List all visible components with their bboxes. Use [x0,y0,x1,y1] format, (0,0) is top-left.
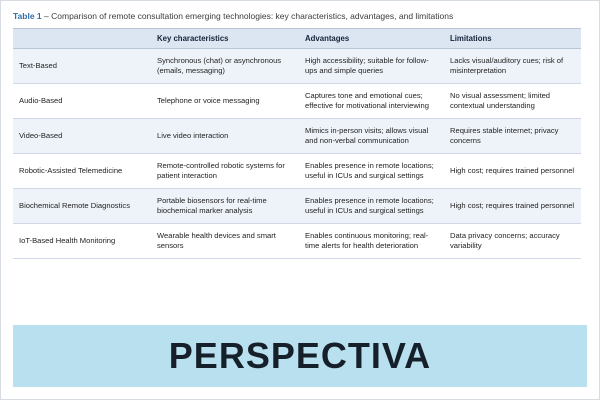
table-row [13,189,581,224]
table-row [13,84,581,119]
table-row [13,119,581,154]
cell-characteristics: Telephone or voice messaging [151,84,299,119]
cell-advantages: Captures tone and emotional cues; effective for motivational interviewing [299,84,444,119]
column-header-limitations: Limitations [444,29,581,49]
banner-title: PERSPECTIVA [168,335,432,376]
column-header-key-characteristics: Key characteristics [151,29,299,49]
cell-limitations: High cost; requires trained personnel [444,189,581,224]
cell-technology: Robotic-Assisted Telemedicine [13,154,151,189]
cell-limitations: Lacks visual/auditory cues; risk of misinterpretation [444,49,581,84]
cell-characteristics: Live video interaction [151,119,299,154]
table-caption-label: Table 1 [13,11,42,21]
cell-technology: Text-Based [13,49,151,84]
cell-technology: Biochemical Remote Diagnostics [13,189,151,224]
cell-advantages: Enables presence in remote locations; useful in ICUs and surgical settings [299,189,444,224]
table-caption-dash: – [41,11,52,21]
table-row [13,49,581,84]
table-header-row [13,29,581,49]
cell-limitations: Data privacy concerns; accuracy variability [444,224,581,259]
table-row [13,154,581,189]
cell-limitations: Requires stable internet; privacy concerns [444,119,581,154]
table-caption-text: Comparison of remote consultation emerging technologies: key characteristics, advantages, and limitations [51,11,454,21]
cell-advantages: Mimics in-person visits; allows visual and non-verbal communication [299,119,444,154]
cell-characteristics: Synchronous (chat) or asynchronous (emails, messaging) [151,49,299,84]
table-row [13,224,581,259]
cell-advantages: High accessibility; suitable for follow-ups and simple queries [299,49,444,84]
table-body [13,49,581,259]
cell-limitations: High cost; requires trained personnel [444,154,581,189]
cell-technology: Audio-Based [13,84,151,119]
cell-characteristics: Remote-controlled robotic systems for patient interaction [151,154,299,189]
table-header [13,29,581,49]
perspectiva-banner [13,325,587,387]
cell-characteristics: Portable biosensors for real-time biochemical marker analysis [151,189,299,224]
column-header-advantages: Advantages [299,29,444,49]
cell-limitations: No visual assessment; limited contextual understanding [444,84,581,119]
column-header-technology [13,29,151,49]
cell-advantages: Enables continuous monitoring; real-time alerts for health deterioration [299,224,444,259]
cell-technology: Video-Based [13,119,151,154]
cell-technology: IoT-Based Health Monitoring [13,224,151,259]
table-caption [1,1,599,28]
cell-characteristics: Wearable health devices and smart sensors [151,224,299,259]
comparison-table [13,28,581,259]
cell-advantages: Enables presence in remote locations; useful in ICUs and surgical settings [299,154,444,189]
